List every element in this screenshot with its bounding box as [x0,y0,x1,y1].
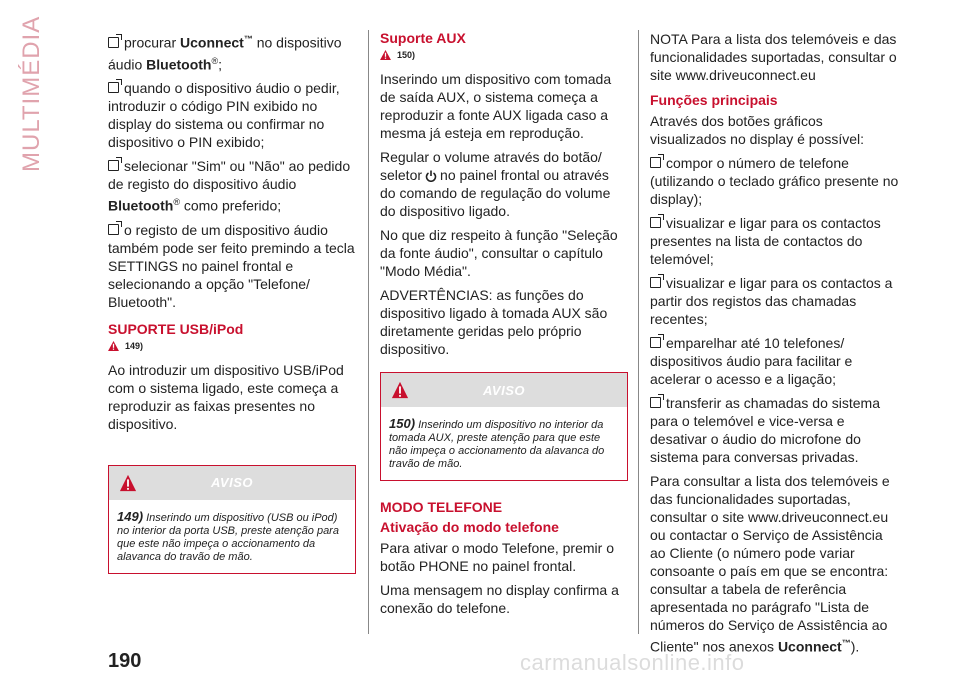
bullet-item: visualizar e ligar para os contactos a partir dos registos das chamadas recentes; [650,275,893,327]
warning-triangle-icon [108,341,119,351]
usb-section-title: SUPORTE USB/iPod [108,320,244,337]
warning-reference: 150) [380,50,628,60]
bullet-icon [650,397,661,408]
phone-section-title: MODO TELEFONE [380,499,503,515]
note-text: NOTA Para a lista dos telemóveis e das funcionalidades suportadas, consultar o site www.driveuconnect.eu [650,31,897,83]
warning-box: AVISO 150) Inserindo um dispositivo no interior da tomada AUX, preste atenção para que este não impeça o accionamento da alavanca do travão de mão. [380,372,628,481]
bullet-item: selecionar "Sim" ou "Não" ao pedido de registo do dispositivo áudio Bluetooth® como preferido; [108,158,351,214]
warning-triangle-icon [391,381,409,399]
bullet-icon [108,37,119,48]
watermark: carmanualsonline.info [520,650,745,675]
column-2 [380,30,628,623]
warning-triangle-icon [380,50,391,60]
bullet-item: compor o número de telefone (utilizando o teclado gráfico presente no display); [650,155,899,207]
bullet-icon [650,157,661,168]
column-3 [650,30,900,662]
column-1 [108,30,356,582]
bullet-icon [108,82,119,93]
column-divider [368,30,369,634]
support-text: Para consultar a lista dos telemóveis e das funcionalidades suportadas, consultar o site www.driveuconnect.eu ou contactar o Serviço de Assistência ao Cliente (o número pode variar consoante o país em que se encontra: consultar a tabela de referência apresentada no parágrafo "Lista de números do Serviço de Assistência ao Cliente" nos anexos Uconnect™). [650,473,890,655]
bullet-item: transferir as chamadas do sistema para o telemóvel e vice-versa e desativar o áudio do microfone do sistema para conversas privadas. [650,395,880,465]
aux-volume-text: Regular o volume através do botão/ seletor no painel frontal ou através do comando de regulação do volume do dispositivo ligado. [380,149,611,219]
bullet-item: procurar Uconnect™ no dispositivo áudio Bluetooth®; [108,34,342,73]
bullet-item: quando o dispositivo áudio o pedir, introduzir o código PIN exibido no display do sistema ou confirmar no dispositivo o PIN exibido; [108,80,340,151]
bullet-icon [650,337,661,348]
warning-box: AVISO 149) Inserindo um dispositivo (USB ou iPod) no interior da porta USB, preste atenção para que este não impeça o accionamento da alavanca do travão de mão. [108,465,356,574]
functions-title: Funções principais [650,92,778,108]
bullet-item: visualizar e ligar para os contactos presentes na lista de contactos do telemóvel; [650,215,881,267]
phone-confirm-text: Uma mensagem no display confirma a conexão do telefone. [380,582,619,616]
warning-title: AVISO [483,382,525,398]
side-section-label: MULTIMÉDIA [18,15,45,172]
bullet-icon [108,224,119,235]
bullet-icon [650,217,661,228]
usb-text: Ao introduzir um dispositivo USB/iPod com o sistema ligado, este começa a reproduzir as faixas presentes no dispositivo. [108,361,344,432]
power-knob-icon [425,170,437,182]
bullet-icon [108,160,119,171]
warning-title: AVISO [211,475,253,491]
phone-subsection-title: Ativação do modo telefone [380,519,559,535]
functions-intro: Através dos botões gráficos visualizados no display é possível: [650,113,865,147]
column-divider [638,30,639,634]
phone-activate-text: Para ativar o modo Telefone, premir o botão PHONE no painel frontal. [380,540,614,574]
aux-warning-text: ADVERTÊNCIAS: as funções do dispositivo ligado à tomada AUX são diretamente geridas pelo próprio dispositivo. [380,287,608,357]
bullet-item: o registo de um dispositivo áudio também pode ser feito premindo a tecla SETTINGS no painel frontal e selecionando a opção "Telefone/ Bluetooth". [108,221,355,310]
bullet-item: emparelhar até 10 telefones/ dispositivos áudio para facilitar e acelerar o acesso e a ligação; [650,335,853,387]
page-number: 190 [108,650,142,672]
bullet-icon [650,277,661,288]
warning-triangle-icon [119,474,137,492]
aux-source-text: No que diz respeito à função "Seleção da fonte áudio", consultar o capítulo "Modo Média". [380,227,618,279]
aux-text: Inserindo um dispositivo com tomada de saída AUX, o sistema começa a reproduzir a fonte AUX ligada caso a mesma já esteja em reprodução. [380,71,612,141]
aux-section-title: Suporte AUX [380,30,466,46]
warning-reference: 149) [108,341,356,351]
